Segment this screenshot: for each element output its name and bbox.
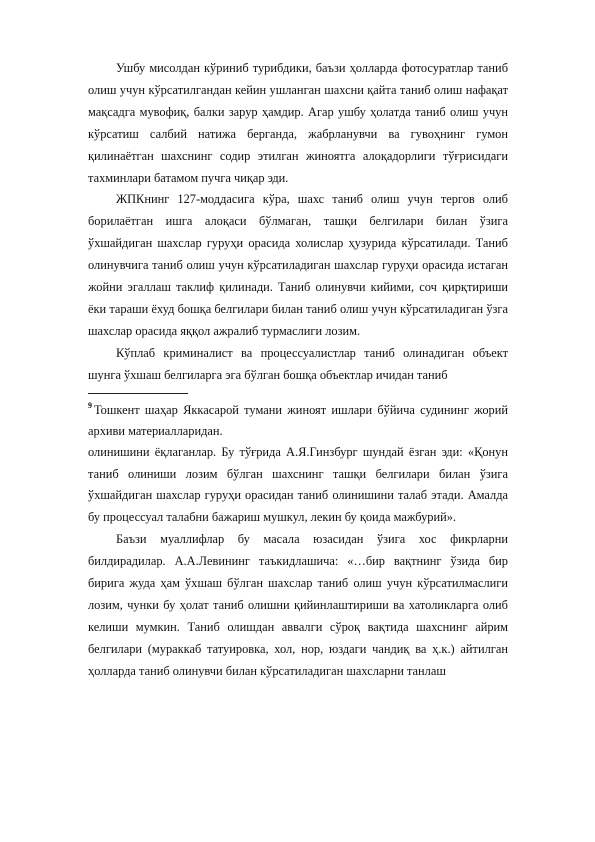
footnote-text: Тошкент шаҳар Яккасарой тумани жиноят ишлари бўйича судининг жорий архиви материалларидан. <box>88 402 508 438</box>
document-page <box>88 58 508 683</box>
footnote-mark: 9 <box>88 401 92 411</box>
paragraph-photo-identification: Ушбу мисолдан кўриниб турибдики, баъзи ҳолларда фотосуратлар таниб олиш учун кўрсатилгандан кейин ушланган шахсни қайта таниб олиш нафақат мақсадга мувофиқ, балки зарур ҳамдир. Агар ушбу ҳолатда таниб олиш учун кўрсатиш салбий натижа берганда, жабрланувчи ва гувоҳнинг гумон қилинаётган шахснинг содир этилган жиноятга алоқадорлиги тўғрисидаги тахминлари батамом пучга чиқар эди. <box>88 61 508 185</box>
footnote <box>88 400 508 442</box>
paragraph-ginzburg-quote: олинишини ёқлаганлар. Бу тўғрида А.Я.Гинзбург шундай ёзган эди: «Қонун таниб олиниши лозим бўлган шахснинг ташқи белгилари билан ўзига ўхшайдиган шахслар гуруҳи орасидан таниб олинишини талаб этади. Амалда бу процессуал талабни бажариш мушкул, лекин бу қоида мажбурий». <box>88 444 508 525</box>
footnote-separator <box>88 393 188 394</box>
paragraph-criminalists-start: Кўплаб криминалист ва процессуалистлар таниб олинадиган объект шунга ўхшаш белгиларга эга бўлган бошқа объектлар ичидан таниб <box>88 345 508 382</box>
paragraph-levin-quote: Баъзи муаллифлар бу масала юзасидан ўзига хос фикрларни билдирадилар. А.А.Левининг таъкидлашича: «…бир вақтнинг ўзида бир бирига жуда ҳам ўхшаш бўлган шахслар таниб олиш учун кўрсатилмаслиги лозим, чунки бу ҳолат таниб олишни қийинлаштириши ва хатоликларга олиб келиши мумкин. Таниб олишдан аввалги сўроқ вақтида шахснинг айрим белгилари (мураккаб татуировка, хол, нор, юздаги чандиқ ва ҳ.к.) айтилган ҳолларда таниб олинувчи билан кўрсатиладиган шахсларни танлаш <box>88 532 508 678</box>
paragraph-article-127: ЖПКнинг 127-моддасига кўра, шахс таниб олиш учун тергов олиб борилаётган ишга алоқаси бўлмаган, ташқи белгилари билан ўзига ўхшайдиган шахслар гуруҳи орасида холислар ҳузурида кўрсатилади. Таниб олинувчига таниб олиш учун кўрсатиладиган шахслар гуруҳи орасида истаган жойни эгаллаш таклиф қилинади. Таниб олинувчи кийими, соч қирқтириши ёки тараши ёхуд бошқа белгилари билан таниб олиш учун кўрсатиладиган ўзга шахслар орасида яққол ажралиб турмаслиги лозим. <box>88 192 508 338</box>
